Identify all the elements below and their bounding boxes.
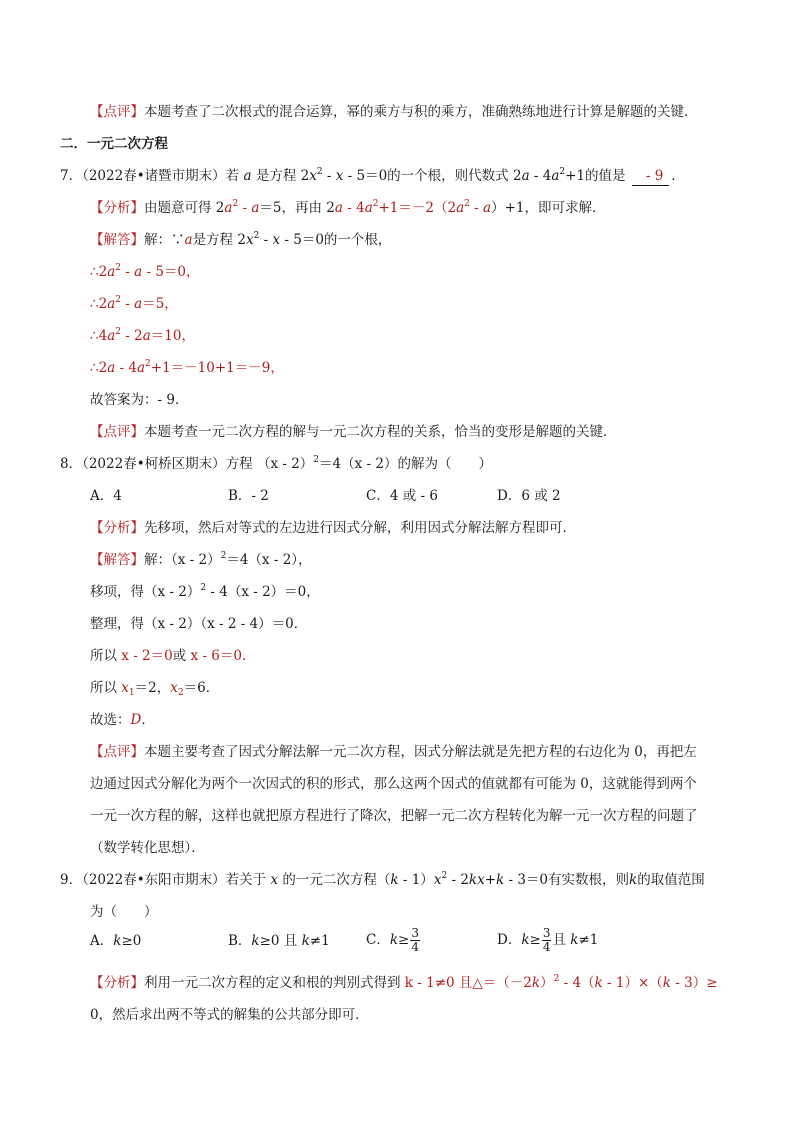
review-text: 本题考查了二次根式的混合运算，幂的乘方与积的乘方，准确熟练地进行计算是解题的关键． [144,104,698,120]
q8-stem: 8．（2022春•柯桥区期末）方程 （x - 2）$^2$＝4（x - 2）的解为（ ） [60,455,492,472]
q7-stem: 7．（2022春•诸暨市期末）若 a 是方程 $2x^2 - x - 5=0$的一个根，则代数式 $2a - 4a^2+1$的值是 - 9 ． [60,167,685,184]
review-prev [90,103,698,121]
q9-analysis-2: 0，然后求出两不等式的解集的公共部分即可． [90,1007,369,1023]
section-heading: 二．一元二次方程 [60,136,168,152]
fraction: $\frac{3}{4}$ [542,926,551,954]
q8-analysis: 【分析】先移项，然后对等式的左边进行因式分解，利用因式分解法解方程即可． [90,520,576,536]
q9-option-b: B．k≥0 且 k≠1 [228,933,330,949]
q7-step-3: $\therefore 4a^2 - 2a=10$， [90,327,195,344]
q9-stem-2: 为（ ） [90,904,158,920]
q9-stem: 9．（2022春•东阳市期末）若关于 x 的一元二次方程$(k - 1)x^2 - 2kx+k - 3=0$有实数根，则k的取值范围 [60,871,705,888]
q8-review-1: 【点评】本题主要考查了因式分解法解一元二次方程，因式分解法就是先把方程的右边化为 0，再把左 [90,744,697,760]
q7-analysis: 【分析】由题意可得 $2a^2 - a=5$，再由 $2a - 4a^2+1=-2(2a^2 - a)+1$，即可求解． [90,199,606,216]
answer-blank: - 9 [632,167,669,186]
q8-solution-head: 【解答】解：（x - 2）$^2$＝4（x - 2）， [90,551,312,568]
q8-step-3: 所以 x - 2＝0或 x - 6＝0． [90,648,256,664]
q7-step-1: $\therefore 2a^2 - a - 5=0$， [90,263,200,280]
q7-answer-line: 故答案为：- 9． [90,392,189,408]
q8-review-4: （数学转化思想）． [90,840,205,856]
q8-option-a: A．4 [90,488,122,504]
q8-step-2: 整理，得（x - 2）（x - 2 - 4）＝0． [90,616,308,632]
q8-option-c: C．4 或 - 6 [366,488,438,504]
q8-option-d: D．6 或 2 [497,488,561,504]
q8-review-3: 一元一次方程的解，这样也就把原方程进行了降次，把解一元二次方程转化为解一元一次方程的问题了 [90,808,698,824]
q7-step-4: ∴2a - $4a^2+1=-10+1=-9$， [90,359,284,376]
q9-analysis-1: 【分析】利用一元二次方程的定义和根的判别式得到 k - 1≠0 且$\triangle=(-2k)^2 - 4(k - 1)\times(k - 3)\ge$ [90,974,718,991]
q7-step-2: $\therefore 2a^2 - a=5$， [90,295,178,312]
q8-review-2: 边通过因式分解化为两个一次因式的积的形式，那么这两个因式的值就都有可能为 0，这就能得到两个 [90,776,697,792]
q9-option-c: C．k≥ $\frac{3}{4}$ [366,926,419,954]
q8-step-4: 所以 $x_1=2$，$x_2=6$． [90,680,220,698]
review-tag: 【点评】 [90,104,144,120]
fraction: $\frac{3}{4}$ [411,926,419,954]
q7-review: 【点评】本题考查一元二次方程的解与一元二次方程的关系，恰当的变形是解题的关键． [90,424,617,440]
q7-solution-head: 【解答】解：∵a是方程 $2x^2 - x - 5=0$的一个根， [90,231,392,248]
q8-step-1: 移项，得（x - 2）$^2$ - 4（x - 2）＝0， [90,583,320,600]
q9-option-d: D．k≥ $\frac{3}{4}$ 且 k≠1 [497,926,599,954]
q9-option-a: A．k≥0 [90,933,142,949]
q8-choice: 故选：D． [90,712,155,728]
q8-option-b: B．- 2 [228,488,269,504]
